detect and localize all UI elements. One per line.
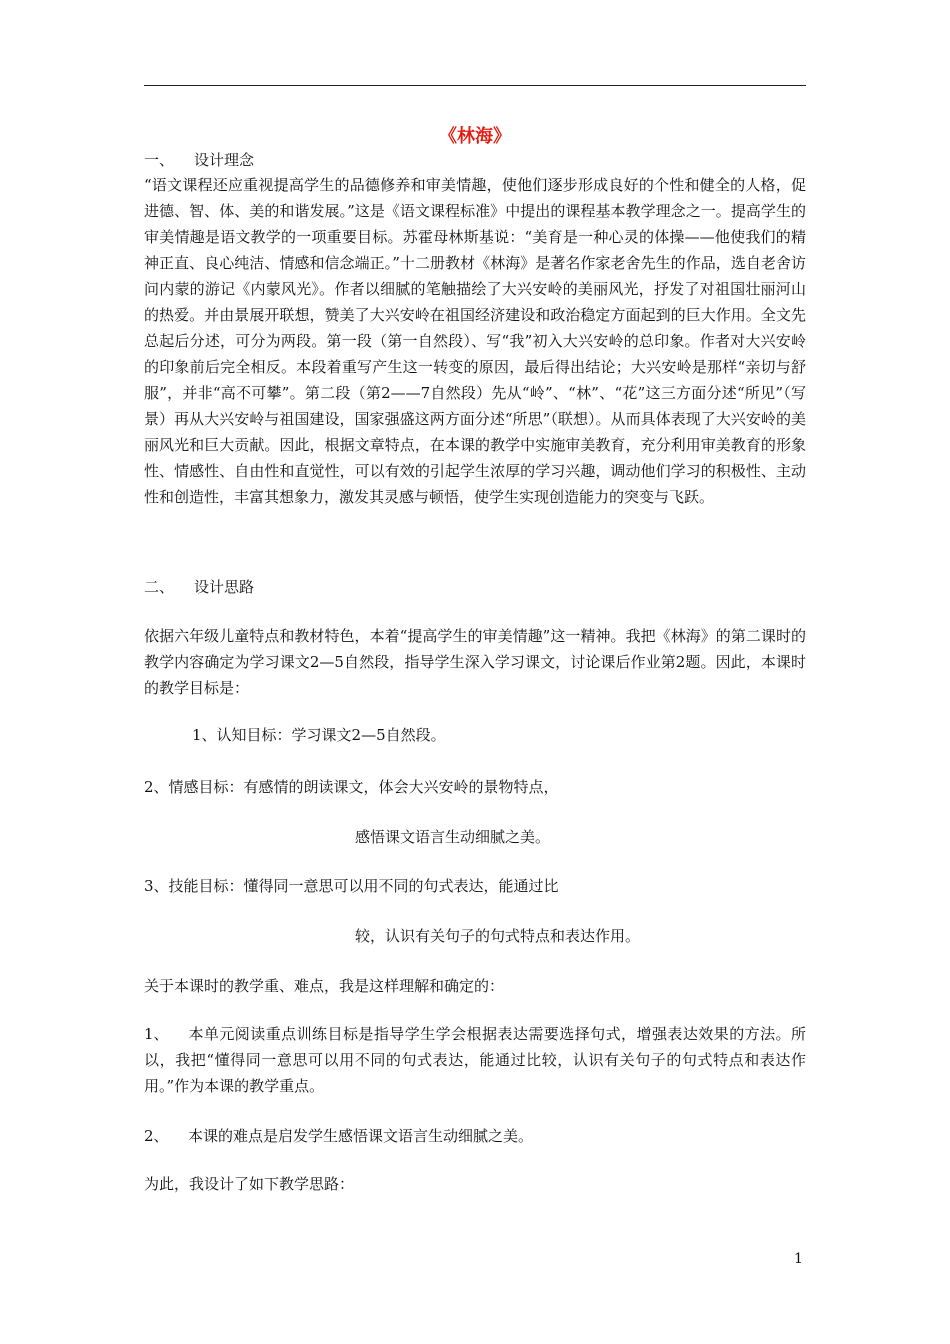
- section-heading-1: [144, 150, 254, 170]
- closing-line: 为此，我设计了如下教学思路：: [144, 1175, 355, 1193]
- header-rule: [144, 85, 806, 86]
- section-number: 一、: [144, 151, 175, 169]
- paragraph-design-intro: 依据六年级儿童特点和教材特色，本着“提高学生的审美情趣”这一精神。我把《林海》的第二课时的教学内容确定为学习课文2—5自然段，指导学生深入学习课文，讨论课后作业第2题。因此，本课时的教学目标是：: [144, 627, 806, 697]
- goal-emotional-line1: 2、情感目标：有感情的朗读课文，体会大兴安岭的景物特点，: [144, 778, 559, 796]
- section-heading-2: [144, 577, 254, 597]
- list-text: 本课的难点是启发学生感悟课文语言生动细腻之美。: [188, 1127, 534, 1145]
- section-heading-text: 设计思路: [194, 578, 255, 596]
- goal-skill-line1: 3、技能目标：懂得同一意思可以用不同的句式表达，能通过比: [144, 877, 559, 895]
- list-number: 1、: [144, 1025, 169, 1043]
- goal-cognitive: 1、认知目标：学习课文2—5自然段。: [192, 726, 446, 744]
- document-title: 《林海》: [439, 126, 511, 147]
- key-point-1: [144, 1021, 806, 1099]
- section-number: 二、: [144, 578, 175, 596]
- key-points-intro: 关于本课时的教学重、难点，我是这样理解和确定的：: [144, 977, 505, 995]
- goal-skill-line2: 较，认识有关句子的句式特点和表达作用。: [355, 927, 641, 945]
- section-heading-text: 设计理念: [194, 151, 255, 169]
- list-text: 本单元阅读重点训练目标是指导学生学会根据表达需要选择句式，增强表达效果的方法。所以，我把“懂得同一意思可以用不同的句式表达，能通过比较，认识有关句子的句式特点和表达作用。”作为本课的教学重点。: [144, 1025, 806, 1095]
- goal-emotional-line2: 感悟课文语言生动细腻之美。: [355, 828, 551, 846]
- paragraph-design-concept: “语文课程还应重视提高学生的品德修养和审美情趣，使他们逐步形成良好的个性和健全的人格，促进德、智、体、美的和谐发展。”这是《语文课程标准》中提出的课程基本教学理念之一。提高学生的审美情趣是语文教学的一项重要目标。苏霍母林斯基说：“美育是一种心灵的体操——他使我们的精神正直、良心纯洁、情感和信念端正。”十二册教材《林海》是著名作家老舍先生的作品，选自老舍访问内蒙的游记《内蒙风光》。作者以细腻的笔触描绘了大兴安岭的美丽风光，抒发了对祖国壮丽河山的热爱。并由景展开联想，赞美了大兴安岭在祖国经济建设和政治稳定方面起到的巨大作用。全文先总起后分述，可分为两段。第一段（第一自然段）、写“我”初入大兴安岭的总印象。作者对大兴安岭的印象前后完全相反。本段着重写产生这一转变的原因，最后得出结论；大兴安岭是那样“亲切与舒服”，并非“高不可攀”。第二段（第2——7自然段）先从“岭”、“林”、“花”这三方面分述“所见”（写景）再从大兴安岭与祖国建设，国家强盛这两方面分述“所思”（联想）。从而具体表现了大兴安岭的美丽风光和巨大贡献。因此，根据文章特点，在本课的教学中实施审美教育，充分利用审美教育的形象性、情感性、自由性和直觉性，可以有效的引起学生浓厚的学习兴趣，调动他们学习的积极性、主动性和创造性，丰富其想象力，激发其灵感与顿悟，使学生实现创造能力的突变与飞跃。: [144, 176, 806, 506]
- list-number: 2、: [144, 1127, 169, 1145]
- key-point-2: [144, 1126, 533, 1146]
- page-number: 1: [794, 1251, 803, 1267]
